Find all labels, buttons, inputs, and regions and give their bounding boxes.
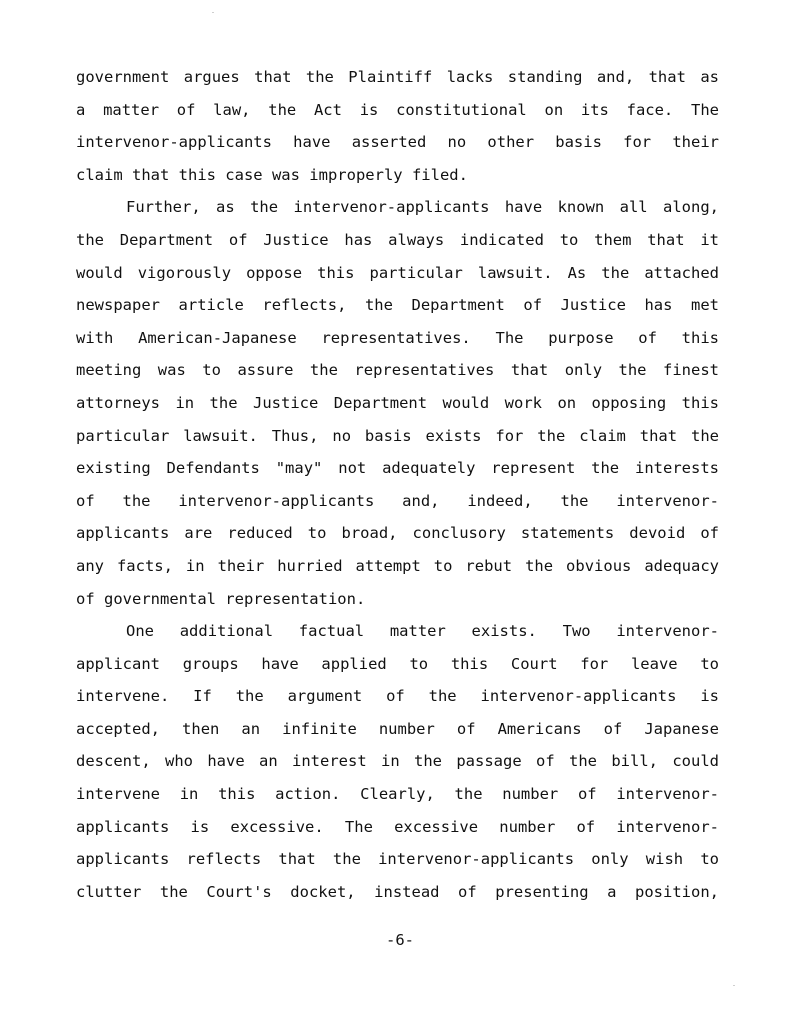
- text-line: with American-Japanese representatives. The purpose of this: [76, 328, 719, 347]
- text-line: any facts, in their hurried attempt to rebut the obvious adequacy: [76, 556, 719, 575]
- text-line: descent, who have an interest in the passage of the bill, could: [76, 752, 719, 771]
- text-line: Further, as the intervenor-applicants have known all along,: [126, 198, 719, 217]
- text-line: of the intervenor-applicants and, indeed, the intervenor-: [76, 491, 719, 510]
- text-line: the Department of Justice has always indicated to them that it: [76, 230, 719, 249]
- text-line: applicants are reduced to broad, conclusory statements devoid of: [76, 524, 719, 543]
- text-line: would vigorously oppose this particular lawsuit. As the attached: [76, 263, 719, 282]
- text-line: applicants is excessive. The excessive number of intervenor-: [76, 817, 719, 836]
- body-text: [76, 64, 719, 911]
- scan-speck: [733, 985, 735, 986]
- text-line: applicant groups have applied to this Court for leave to: [76, 654, 719, 673]
- text-line: accepted, then an infinite number of Americans of Japanese: [76, 719, 719, 738]
- scan-speck: [212, 12, 214, 13]
- text-line: clutter the Court's docket, instead of presenting a position,: [76, 882, 719, 901]
- text-line: One additional factual matter exists. Two intervenor-: [126, 622, 719, 641]
- text-line: newspaper article reflects, the Department of Justice has met: [76, 296, 719, 315]
- text-line: claim that this case was improperly filed.: [76, 165, 468, 184]
- text-line: intervene. If the argument of the intervenor-applicants is: [76, 687, 719, 706]
- text-line: particular lawsuit. Thus, no basis exists for the claim that the: [76, 426, 719, 445]
- text-line: intervene in this action. Clearly, the number of intervenor-: [76, 785, 719, 804]
- text-line: attorneys in the Justice Department would work on opposing this: [76, 393, 719, 412]
- text-line: of governmental representation.: [76, 589, 366, 608]
- text-line: existing Defendants "may" not adequately represent the interests: [76, 459, 719, 478]
- text-line: government argues that the Plaintiff lacks standing and, that as: [76, 68, 719, 86]
- text-line: applicants reflects that the intervenor-applicants only wish to: [76, 850, 719, 869]
- text-line: meeting was to assure the representatives that only the finest: [76, 361, 719, 380]
- text-line: intervenor-applicants have asserted no other basis for their: [76, 133, 719, 152]
- page-number: -6-: [386, 931, 414, 949]
- text-line: a matter of law, the Act is constitutional on its face. The: [76, 100, 719, 119]
